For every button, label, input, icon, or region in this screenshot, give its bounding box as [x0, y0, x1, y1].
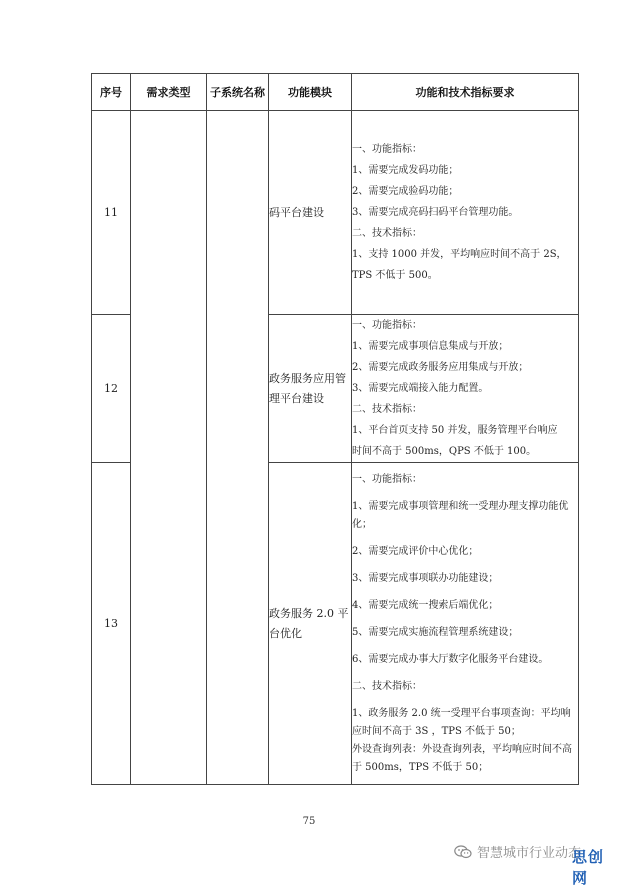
req-line: 1、支持 1000 并发，平均响应时间不高于 2S， — [352, 249, 567, 260]
header-subsystem: 子系统名称 — [207, 74, 269, 111]
req-line: 6、需要完成办事大厅数字化服务平台建设。 — [352, 653, 549, 665]
page-number: 75 — [302, 816, 316, 827]
header-requirements: 功能和技术指标要求 — [352, 74, 579, 111]
req-line: 2、需要完成政务服务应用集成与开放； — [352, 362, 529, 373]
table-row — [92, 111, 579, 315]
req-line: 一、功能指标： — [352, 144, 422, 155]
req-line: 2、需要完成验码功能； — [352, 186, 459, 197]
req-line: 二、技术指标： — [352, 404, 422, 415]
req-line: TPS 不低于 500。 — [352, 270, 438, 281]
req-line: 1、平台首页支持 50 并发，服务管理平台响应 — [352, 425, 558, 436]
req-line: 3、需要完成事项联办功能建设； — [352, 572, 499, 584]
header-module: 功能模块 — [269, 74, 352, 111]
req-line: 1、需要完成发码功能； — [352, 165, 459, 176]
row-requirements — [352, 315, 579, 463]
req-line: 时间不高于 500ms，QPS 不低于 100。 — [352, 446, 537, 457]
row-requirements — [352, 111, 579, 315]
watermark-text: 智慧城市行业动态 — [477, 846, 582, 861]
req-line: 1、需要完成事项信息集成与开放； — [352, 341, 509, 352]
table-header-row — [92, 74, 579, 111]
requirements-table — [91, 73, 579, 785]
brand-logo: 思创网 — [572, 848, 605, 887]
watermark — [454, 842, 581, 861]
row-requirements — [352, 463, 579, 785]
req-line: 2、需要完成评价中心优化； — [352, 545, 479, 557]
req-line: 二、技术指标： — [352, 680, 422, 692]
header-req-type: 需求类型 — [131, 74, 207, 111]
req-line: 3、需要完成亮码扫码平台管理功能。 — [352, 207, 519, 218]
row-seq: 11 — [92, 111, 131, 315]
row-module: 政务服务应用管理平台建设 — [269, 315, 352, 463]
req-line: 一、功能指标： — [352, 320, 422, 331]
row-module: 码平台建设 — [269, 111, 352, 315]
req-line: 二、技术指标： — [352, 228, 422, 239]
req-type-cell — [131, 111, 207, 785]
req-line: 1、政务服务 2.0 统一受理平台事项查询：平均响应时间不高于 3S ，TPS 不低于 50； — [352, 707, 571, 737]
req-line: 一、功能指标： — [352, 473, 422, 485]
req-line: 4、需要完成统一搜索后端优化； — [352, 599, 499, 611]
wechat-icon — [454, 845, 472, 859]
row-module: 政务服务 2.0 平台优化 — [269, 463, 352, 785]
subsystem-cell — [207, 111, 269, 785]
header-seq: 序号 — [92, 74, 131, 111]
row-seq: 13 — [92, 463, 131, 785]
req-line: 外设查询列表：外设查询列表，平均响应时间不高于 500ms，TPS 不低于 50； — [352, 743, 572, 773]
row-seq: 12 — [92, 315, 131, 463]
req-line: 3、需要完成端接入能力配置。 — [352, 383, 489, 394]
req-line: 1、需要完成事项管理和统一受理办理支撑功能优化； — [352, 500, 569, 530]
req-line: 5、需要完成实施流程管理系统建设； — [352, 626, 519, 638]
